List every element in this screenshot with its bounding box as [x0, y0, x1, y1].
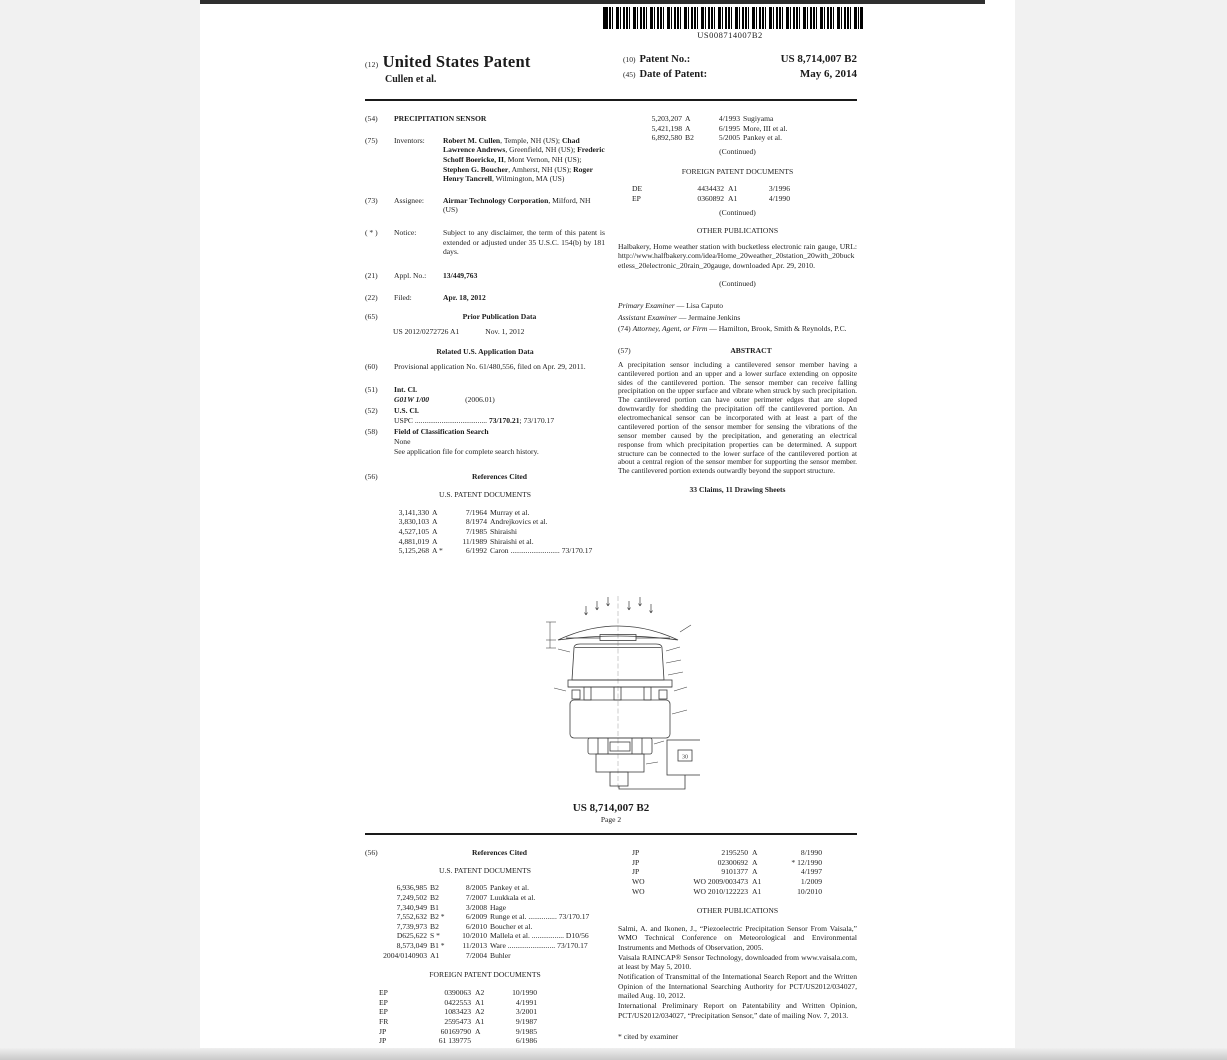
section-assignee — [365, 196, 605, 215]
ref-row — [373, 527, 605, 537]
related-data-heading: Related U.S. Application Data — [436, 346, 534, 356]
country-code: WO — [632, 886, 645, 896]
ref-number: 7,340,949 — [396, 902, 427, 912]
ref-number: 0360892 — [697, 193, 724, 203]
ref-kind: A1 — [728, 193, 738, 203]
united-states-patent-title: United States Patent — [382, 52, 531, 71]
ref-kind: A1 — [752, 886, 762, 896]
ref-number: 0390063 — [444, 988, 471, 998]
ref-kind: S * — [430, 931, 440, 941]
ref-row — [365, 941, 605, 951]
notice-text: Subject to any disclaimer, the term of this patent is extended or adjusted under 35 U.S.C. 154(b) by 181 days. — [443, 228, 605, 257]
foreign-ref-row — [632, 848, 857, 858]
field-of-search-note: See application file for complete search history. — [394, 446, 539, 456]
ref-kind — [475, 1036, 491, 1046]
ref-number: 6,892,580 — [651, 133, 682, 143]
country-code: JP — [632, 867, 640, 877]
ref-kind: A2 — [475, 988, 485, 998]
field-code-12: (12) — [365, 60, 379, 69]
int-cl-version: (2006.01) — [465, 394, 495, 404]
ref-row — [365, 951, 605, 961]
page1-columns — [365, 108, 857, 556]
ref-number: D625,622 — [396, 931, 427, 941]
ref-row — [626, 124, 857, 134]
foreign-ref-row — [379, 988, 605, 998]
ref-date: 6/1992 — [465, 546, 487, 556]
field-of-search-none: None — [394, 437, 411, 447]
ref-number: 4,881,019 — [398, 536, 429, 546]
foreign-ref-row — [632, 184, 857, 194]
page1-left-column — [365, 108, 605, 556]
us-patent-documents-heading: U.S. PATENT DOCUMENTS — [439, 490, 531, 500]
ref-number: 7,249,502 — [396, 892, 427, 902]
us-cl-block — [394, 406, 605, 425]
section-filed — [365, 293, 605, 303]
continued-marker: (Continued) — [719, 146, 756, 156]
ref-row — [365, 931, 605, 941]
ref-date: * 12/1990 — [791, 857, 822, 867]
foreign-refs-table-p2 — [379, 988, 605, 1046]
ref-date: 4/1997 — [800, 867, 822, 877]
int-cl-label: Int. Cl. — [394, 384, 417, 394]
publication-paragraph: Notification of Transmittal of the International Search Report and the Written Opinion of the International Searching Authority for PCT/US2012/034027, mailed Aug. 10, 2012. — [618, 972, 857, 1001]
ref-date: 11/1989 — [462, 536, 487, 546]
ref-kind: A1 — [728, 184, 738, 194]
section-references-p2 — [365, 848, 605, 858]
field-of-search-block — [394, 427, 605, 456]
field-code-56: (56) — [365, 848, 378, 857]
page2-left-column — [365, 842, 605, 1046]
foreign-ref-row — [632, 194, 857, 204]
field-of-search-label: Field of Classification Search — [394, 427, 489, 437]
ref-date: 10/2010 — [462, 931, 487, 941]
attorney-line: (74) Attorney, Agent, or Firm — Hamilton, Brook, Smith & Reynolds, P.C. — [618, 324, 847, 334]
provisional-text: Provisional application No. 61/480,556, filed on Apr. 29, 2011. — [394, 362, 586, 372]
ref-number: 4434432 — [697, 184, 724, 194]
references-cited-heading: References Cited — [472, 848, 527, 857]
ref-date: 7/1964 — [465, 507, 487, 517]
page1-right-column — [618, 108, 857, 556]
ref-number: 5,125,268 — [398, 546, 429, 556]
abstract-heading-row — [618, 346, 857, 356]
patent-no-label: Patent No.: — [639, 54, 691, 65]
ref-kind: B1 — [430, 902, 439, 912]
field-code-51: (51) — [365, 384, 378, 394]
ref-row — [373, 517, 605, 527]
ref-number: 61 139775 — [438, 1036, 471, 1046]
abstract-heading: ABSTRACT — [730, 346, 772, 356]
ref-number: 7,739,973 — [396, 921, 427, 931]
prior-publication-entry — [393, 327, 605, 337]
foreign-ref-row — [379, 1007, 605, 1017]
ref-row — [373, 508, 605, 518]
ref-row — [365, 883, 605, 893]
foreign-ref-row — [632, 877, 857, 887]
continued-marker: (Continued) — [719, 208, 756, 218]
ref-kind: A — [475, 1026, 481, 1036]
ref-number: 8,573,049 — [396, 941, 427, 951]
ref-name: More, III et al. — [743, 123, 788, 133]
us-refs-table-p2 — [365, 883, 605, 960]
ref-kind: A1 — [752, 876, 762, 886]
ref-name: Luukkala et al. — [490, 892, 536, 902]
field-code-73: (73) — [365, 195, 378, 205]
country-code: JP — [379, 1036, 387, 1046]
ref-number: 5,203,207 — [651, 114, 682, 123]
ref-date: 3/2001 — [515, 1007, 537, 1017]
ref-date: 9/1985 — [515, 1026, 537, 1036]
field-code-45: (45) — [623, 70, 636, 80]
country-code: EP — [632, 193, 641, 203]
assignee-label: Assignee: — [394, 195, 424, 205]
precipitation-sensor-drawing — [540, 592, 700, 792]
ref-name: Pankey et al. — [490, 883, 530, 893]
section-inventors — [365, 136, 605, 184]
ref-kind: A — [432, 536, 438, 546]
ref-row — [365, 903, 605, 913]
ref-name: Sugiyama — [743, 114, 774, 123]
ref-row — [365, 922, 605, 932]
page2-columns — [365, 842, 857, 1046]
page2-patent-number: US 8,714,007 B2 — [572, 802, 650, 814]
ref-kind: A — [752, 848, 758, 857]
scan-top-bar — [200, 0, 985, 4]
ref-kind: B2 — [430, 883, 439, 893]
ref-name: Buhler — [490, 950, 511, 960]
ref-name: Caron .......................... 73/170.17 — [490, 546, 593, 556]
field-code-57: (57) — [618, 346, 631, 356]
publication-paragraph: Vaisala RAINCAP® Sensor Technology, downloaded from www.vaisala.com, at least by May 5, 2010. — [618, 952, 857, 972]
country-code: EP — [379, 997, 388, 1007]
ref-name: Murray et al. — [490, 507, 530, 517]
ref-kind: B1 * — [430, 941, 445, 951]
ref-number: 9101377 — [721, 867, 748, 877]
section-field-of-search — [365, 427, 605, 456]
field-code-58: (58) — [365, 427, 378, 437]
inventors-label: Inventors: — [394, 135, 425, 145]
foreign-refs-table-p2-right — [632, 848, 857, 896]
ref-name: Mallela et al. ................. D10/56 — [490, 931, 589, 941]
ref-name: Pankey et al. — [743, 133, 783, 143]
ref-row — [626, 114, 857, 124]
appl-no-label: Appl. No.: — [394, 271, 427, 281]
other-publications-heading: OTHER PUBLICATIONS — [696, 226, 779, 236]
ref-number: 2004/0140903 — [383, 950, 427, 960]
us-refs-table — [373, 508, 605, 556]
country-code: JP — [632, 857, 640, 867]
page2-label: Page 2 — [600, 815, 622, 824]
us-cl-label: U.S. Cl. — [394, 406, 419, 416]
patent-header — [365, 52, 857, 85]
ref-number: 7,552,632 — [396, 912, 427, 922]
field-code-75: (75) — [365, 135, 378, 145]
ref-date: 6/1986 — [515, 1036, 537, 1046]
ref-date: 11/2013 — [462, 941, 487, 951]
appl-no-value: 13/449,763 — [443, 271, 478, 281]
foreign-patent-documents-heading: FOREIGN PATENT DOCUMENTS — [681, 166, 794, 176]
ref-kind: B2 — [430, 921, 439, 931]
ref-number: 0422553 — [444, 997, 471, 1007]
ref-date: 10/2010 — [797, 886, 822, 896]
ref-date: 3/2008 — [465, 902, 487, 912]
us-refs-table-continued — [626, 114, 857, 143]
ref-kind: B2 — [430, 892, 439, 902]
ref-number: 1083423 — [444, 1007, 471, 1017]
country-code: WO — [632, 876, 645, 886]
ref-kind: A * — [432, 546, 443, 556]
ref-date: 4/1990 — [768, 193, 790, 203]
int-cl-code: G01W 1/00 — [394, 394, 430, 404]
header-rule — [365, 99, 857, 101]
header-left — [365, 52, 531, 85]
section-title — [365, 114, 605, 124]
prior-publication-heading: Prior Publication Data — [462, 312, 537, 322]
ref-date: 1/2009 — [800, 876, 822, 886]
ref-kind: A — [432, 517, 438, 527]
inventors-text: Robert M. Cullen, Temple, NH (US); Chad Lawrence Andrews, Greenfield, NH (US); Frederic Schoff Boericke, II, Mont Vernon, NH (US); Stephen G. Boucher, Amherst, NH (US); Roger Henry Tancrell, Wilmington, MA (US) — [443, 135, 605, 184]
section-int-cl — [365, 385, 605, 404]
ref-kind: A — [432, 507, 438, 517]
ref-kind: A — [685, 114, 691, 123]
country-code: FR — [379, 1016, 389, 1026]
ref-date: 7/2004 — [465, 950, 487, 960]
field-code-star: ( * ) — [365, 228, 378, 238]
header-right — [623, 52, 857, 85]
uspc-line: USPC ...................................... 73/170.21; 73/170.17 — [394, 415, 555, 425]
first-named-inventor: Cullen et al. — [385, 74, 437, 85]
ref-name: Ware ......................... 73/170.17 — [490, 941, 588, 951]
ref-kind: A — [685, 123, 691, 133]
primary-examiner-line: Primary Examiner — Lisa Caputo — [618, 301, 724, 311]
country-code: JP — [379, 1026, 387, 1036]
section-prior-publication — [365, 312, 605, 322]
field-code-21: (21) — [365, 271, 378, 281]
ref-date: 6/1995 — [718, 123, 740, 133]
other-publications-heading: OTHER PUBLICATIONS — [696, 906, 779, 916]
ref-name: Shiraishi et al. — [490, 536, 534, 546]
foreign-ref-row — [379, 1027, 605, 1037]
ref-date: 3/1996 — [768, 184, 790, 194]
ref-row — [365, 912, 605, 922]
ref-name: Boucher et al. — [490, 921, 533, 931]
ref-date: 10/1990 — [512, 988, 537, 998]
invention-title: PRECIPITATION SENSOR — [394, 114, 487, 123]
section-references — [365, 472, 605, 482]
date-of-patent-value: May 6, 2014 — [799, 68, 857, 81]
ref-number: 6,936,985 — [396, 883, 427, 893]
field-code-10: (10) — [623, 55, 636, 64]
ref-row — [373, 537, 605, 547]
page2-right-column — [618, 842, 857, 1046]
ref-kind: B2 — [685, 133, 694, 143]
cited-by-examiner-note: * cited by examiner — [618, 1032, 679, 1042]
country-code: EP — [379, 1007, 388, 1017]
ref-number: WO 2010/122223 — [693, 886, 748, 896]
field-code-60: (60) — [365, 362, 378, 372]
ref-date: 6/2009 — [465, 912, 487, 922]
ref-date: 8/2005 — [465, 883, 487, 893]
foreign-ref-row — [379, 1017, 605, 1027]
ref-date: 9/1987 — [515, 1016, 537, 1026]
ref-date: 8/1990 — [800, 848, 822, 857]
ref-row — [373, 546, 605, 556]
ref-row — [365, 893, 605, 903]
foreign-refs-table — [632, 184, 857, 203]
patent-figure — [540, 592, 700, 792]
page2-header — [365, 802, 857, 824]
abstract-text: A precipitation sensor including a cantilevered sensor member having a cantilevered portion and an upper and a lower surface extending on opposite sides of the cantilevered portion. The sensor member can receive falling precipitation on the upper surface and vibrate when struck by such precipitation. The cantilevered portion can have outer perimeter edges that are sloped downwardly for shedding the precipitation off the cantilevered portion. An electromechanical sensor can be incorporated with at least a part of the cantilevered portion of the sensor member for sensing the vibrations of the sensor member caused by the precipitation, and generating an electrical response from which precipitation properties can be determined. A support structure can be connected to the lower surface of the cantilevered portion at about a central region of the sensor member for supporting the sensor member. The cantilevered portion extends outwardly beyond the support structure. — [618, 359, 857, 476]
ref-name: Hage — [490, 902, 507, 912]
country-code: JP — [632, 848, 640, 857]
ref-kind: A — [752, 857, 758, 867]
page2-rule — [365, 833, 857, 835]
ref-kind: A — [432, 526, 438, 536]
ref-date: 5/2005 — [718, 133, 740, 143]
assistant-examiner-line: Assistant Examiner — Jermaine Jenkins — [618, 312, 741, 322]
int-cl-line — [394, 395, 605, 405]
figure-box-label: 30 — [682, 754, 688, 761]
section-provisional — [365, 362, 605, 372]
publication-date: Nov. 1, 2012 — [485, 326, 525, 336]
field-code-52: (52) — [365, 406, 378, 416]
ref-number: 3,830,103 — [398, 517, 429, 527]
barcode — [603, 7, 863, 29]
ref-name: Runge et al. ............... 73/170.17 — [490, 912, 590, 922]
other-publication-text: Halbakery, Home weather station with bucketless electronic rain gauge, URL: http://www.halfbakery.com/idea/Home_20weather_20station_20with_20bucketless_20electronic_20rain_20gauge, downloaded Apr. 29, 2010. — [618, 241, 857, 271]
ref-name: Andrejkovics et al. — [490, 517, 548, 527]
ref-date: 4/1993 — [718, 114, 740, 123]
ref-number: 5,421,198 — [651, 123, 682, 133]
ref-number: 02300692 — [717, 857, 748, 867]
ref-kind: A1 — [475, 1016, 485, 1026]
ref-row — [626, 133, 857, 143]
ref-number: 2195250 — [721, 848, 748, 857]
ref-number: 60169790 — [440, 1026, 471, 1036]
patent-no-value: US 8,714,007 B2 — [780, 53, 857, 65]
assignee-text: Airmar Technology Corporation, Milford, NH (US) — [443, 195, 591, 215]
ref-date: 6/2010 — [465, 921, 487, 931]
ref-date: 7/2007 — [465, 892, 487, 902]
foreign-ref-row — [632, 887, 857, 897]
ref-name: Shiraishi — [490, 526, 518, 536]
section-us-cl — [365, 406, 605, 425]
ref-number: 4,527,105 — [398, 526, 429, 536]
bottom-fade-band — [0, 1048, 1227, 1060]
country-code: EP — [379, 988, 388, 998]
publication-paragraph: International Preliminary Report on Patentability and Written Opinion, PCT/US2012/034027, “Precipitation Sensor,” date of mailing Nov. 7, 2013. — [618, 1000, 857, 1020]
patent-page — [200, 0, 1015, 1060]
references-cited-heading: References Cited — [472, 472, 527, 482]
foreign-ref-row — [379, 998, 605, 1008]
publication-paragraph: Salmi, A. and Ikonen, J., “Piezoelectric Precipitation Sensor From Vaisala,” WMO Technical Conference on Meteorological and Environmental Instruments and Methods of Observation, 2005. — [618, 923, 857, 953]
claims-line: 33 Claims, 11 Drawing Sheets — [689, 485, 786, 495]
field-code-65: (65) — [365, 312, 378, 322]
ref-date: 4/1991 — [515, 997, 537, 1007]
patent-number-row — [623, 52, 857, 67]
ref-number: WO 2009/003473 — [693, 876, 748, 886]
ref-kind: A2 — [475, 1007, 485, 1017]
publication-number: US 2012/0272726 A1 — [393, 326, 460, 336]
foreign-ref-row — [379, 1036, 605, 1046]
field-code-56: (56) — [365, 472, 378, 482]
ref-kind: B2 * — [430, 912, 445, 922]
section-appl-no — [365, 271, 605, 281]
ref-number: 2595473 — [444, 1016, 471, 1026]
section-notice — [365, 228, 605, 257]
date-of-patent-label: Date of Patent: — [639, 69, 708, 81]
patent-date-row — [623, 67, 857, 82]
filed-value: Apr. 18, 2012 — [443, 292, 486, 302]
ref-kind: A1 — [475, 997, 485, 1007]
int-cl-block — [394, 385, 605, 404]
us-patent-documents-heading: U.S. PATENT DOCUMENTS — [439, 865, 531, 875]
ref-kind: A1 — [430, 950, 440, 960]
ref-kind: A — [752, 867, 758, 877]
ref-number: 3,141,330 — [398, 507, 429, 517]
continued-marker: (Continued) — [719, 278, 756, 288]
barcode-number: US008714007B2 — [697, 30, 763, 40]
field-code-54: (54) — [365, 114, 378, 123]
filed-label: Filed: — [394, 292, 412, 302]
foreign-ref-row — [632, 858, 857, 868]
ref-date: 8/1974 — [465, 517, 487, 527]
field-code-22: (22) — [365, 292, 378, 302]
notice-label: Notice: — [394, 228, 417, 238]
document-kind — [365, 52, 531, 72]
country-code: DE — [632, 184, 643, 194]
foreign-patent-documents-heading: FOREIGN PATENT DOCUMENTS — [429, 970, 541, 980]
ref-date: 7/1985 — [465, 526, 487, 536]
foreign-ref-row — [632, 867, 857, 877]
